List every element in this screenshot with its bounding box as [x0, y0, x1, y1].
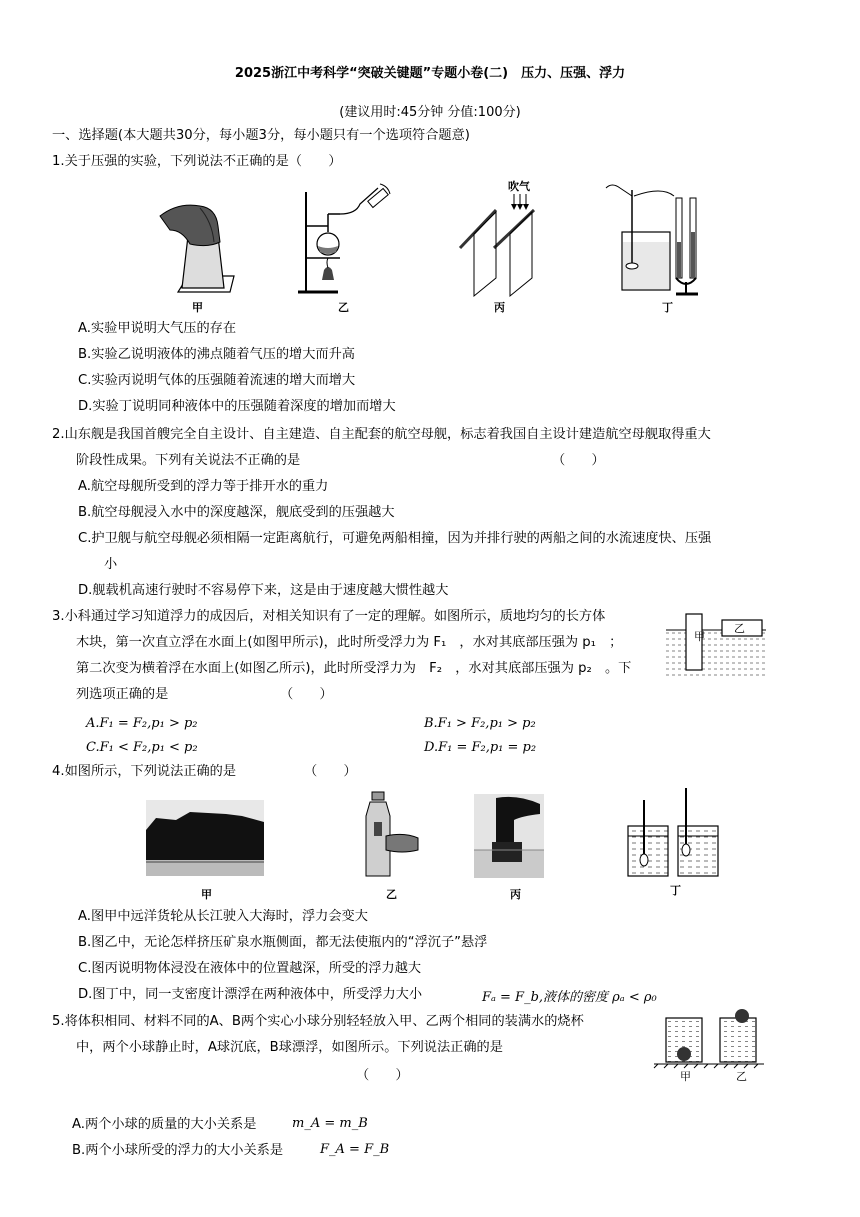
q5-option-b: B.两个小球所受的浮力的大小关系是 — [72, 1143, 284, 1158]
q4-option-b: B.图乙中，无论怎样挤压矿泉水瓶侧面，都无法使瓶内的“浮沉子”悬浮 — [78, 935, 488, 950]
q5-bracket: （ ） — [356, 1068, 409, 1083]
page-title: 2025浙江中考科学“突破关键题”专题小卷(二) 压力、压强、浮力 — [234, 66, 626, 81]
q4-bracket: （ ） — [304, 764, 357, 779]
q3-option-a: A.F₁ = F₂,p₁ > p₂ — [86, 716, 198, 731]
q2-stem-line2: 阶段性成果。下列有关说法不正确的是 — [76, 453, 301, 468]
q3-figure — [666, 612, 766, 678]
q3-fig-label-yi: 乙 — [734, 622, 745, 635]
q5-option-a-math: m_A = m_B — [292, 1116, 368, 1131]
q4-option-a: A.图甲中远洋货轮从长江驶入大海时，浮力会变大 — [78, 909, 368, 924]
q1-figure-bing — [454, 192, 554, 296]
q2-option-c: C.护卫舰与航空母舰必须相隔一定距离航行，可避免两船相撞，因为并排行驶的两船之间的水流速度快、压强 — [78, 531, 712, 546]
q1-stem: 1.关于压强的实验，下列说法不正确的是（ ） — [52, 154, 342, 169]
q4-fig-label-ding: 丁 — [670, 884, 681, 897]
q3-line1: 3.小科通过学习知道浮力的成因后，对相关知识有了一定的理解。如图所示，质地均匀的长方体 — [52, 609, 606, 624]
q3-option-b: B.F₁ > F₂,p₁ > p₂ — [424, 716, 536, 731]
q5-option-b-math: F_A = F_B — [320, 1142, 390, 1157]
q4-figure-jia — [146, 800, 264, 876]
q5-fig-label-yi: 乙 — [736, 1070, 747, 1083]
q4-fig-label-yi: 乙 — [386, 888, 397, 901]
q1-fig-label-bing: 丙 — [494, 301, 505, 314]
q4-option-d-math: Fₐ = F_b,液体的密度 ρₐ < ρ₀ — [482, 990, 657, 1005]
q4-figure-bing — [474, 794, 544, 878]
q2-option-a: A.航空母舰所受到的浮力等于排开水的重力 — [78, 479, 329, 494]
page-subtitle: (建议用时:45分钟 分值:100分) — [339, 105, 521, 120]
q3-option-d: D.F₁ = F₂,p₁ = p₂ — [424, 740, 537, 755]
q3-line3: 第二次变为横着浮在水面上(如图乙所示)，此时所受浮力为 F₂ ，水对其底部压强为 p₂ 。下 — [76, 661, 632, 676]
q4-figure-ding — [624, 786, 724, 878]
q3-fig-label-jia: 甲 — [694, 630, 705, 643]
q1-option-b: B.实验乙说明液体的沸点随着气压的增大而升高 — [78, 347, 355, 362]
q5-line2: 中，两个小球静止时，A球沉底，B球漂浮，如图所示。下列说法正确的是 — [76, 1040, 503, 1055]
q2-option-d: D.舰载机高速行驶时不容易停下来，这是由于速度越大惯性越大 — [78, 583, 449, 598]
q5-option-a: A.两个小球的质量的大小关系是 — [72, 1117, 257, 1132]
q5-figure — [654, 1004, 764, 1066]
q1-option-c: C.实验丙说明气体的压强随着流速的增大而增大 — [78, 373, 356, 388]
q1-option-a: A.实验甲说明大气压的存在 — [78, 321, 237, 336]
q4-figure-yi — [360, 792, 420, 878]
q3-line4: 列选项正确的是 — [76, 687, 169, 702]
q1-fig-label-jia: 甲 — [192, 301, 203, 314]
q2-stem-line1: 2.山东舰是我国首艘完全自主设计、自主建造、自主配套的航空母舰，标志着我国自主设计建造航空母舰取得重大 — [52, 427, 711, 442]
section-header: 一、选择题(本大题共30分，每小题3分，每小题只有一个选项符合题意) — [52, 128, 470, 143]
q2-bracket: （ ） — [552, 453, 605, 468]
q2-option-b: B.航空母舰浸入水中的深度越深，舰底受到的压强越大 — [78, 505, 395, 520]
q5-line1: 5.将体积相同、材料不同的A、B两个实心小球分别轻轻放入甲、乙两个相同的装满水的烧杯 — [52, 1014, 584, 1029]
q1-blow-label: 吹气 — [508, 180, 530, 193]
q1-figure-ding — [602, 182, 712, 296]
q5-fig-label-jia: 甲 — [680, 1070, 691, 1083]
q3-bracket: （ ） — [280, 687, 333, 702]
q1-fig-label-yi: 乙 — [338, 301, 349, 314]
q4-option-c: C.图丙说明物体浸没在液体中的位置越深，所受的浮力越大 — [78, 961, 422, 976]
q2-option-c-wrap: 小 — [104, 557, 118, 572]
q3-option-c: C.F₁ < F₂,p₁ < p₂ — [86, 740, 198, 755]
q4-fig-label-bing: 丙 — [510, 888, 521, 901]
q1-figure-jia — [160, 196, 240, 300]
q4-stem: 4.如图所示，下列说法正确的是 — [52, 764, 237, 779]
q4-option-d: D.图丁中，同一支密度计漂浮在两种液体中，所受浮力大小 — [78, 987, 423, 1002]
q1-option-d: D.实验丁说明同种液体中的压强随着深度的增加而增大 — [78, 399, 396, 414]
q4-fig-label-jia: 甲 — [201, 888, 212, 901]
q1-figure-yi — [296, 184, 396, 294]
q3-line2: 木块，第一次直立浮在水面上(如图甲所示)，此时所受浮力为 F₁ ，水对其底部压强为 p₁ ； — [76, 635, 623, 650]
q1-fig-label-ding: 丁 — [662, 301, 673, 314]
